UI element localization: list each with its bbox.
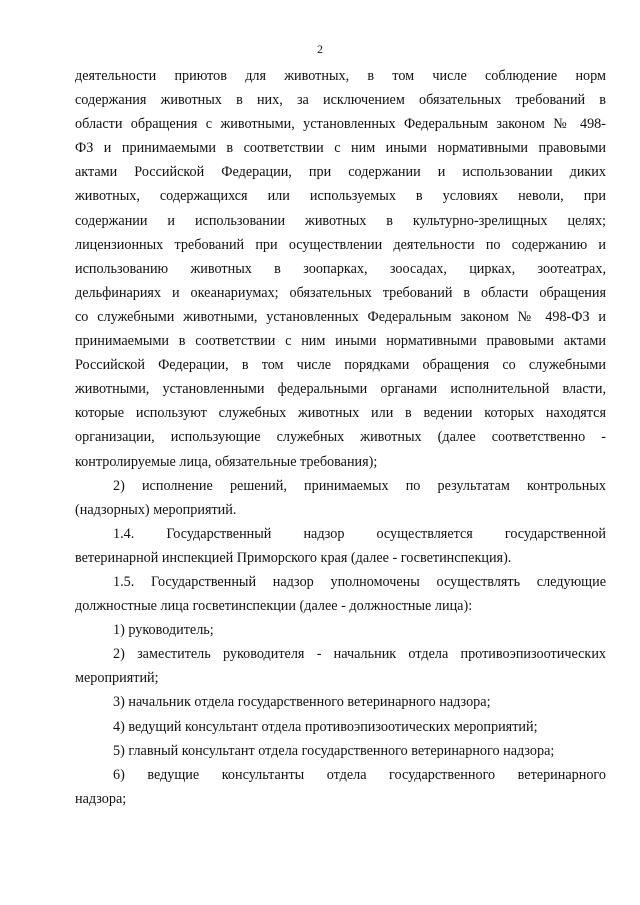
paragraph-p8 [75, 715, 606, 739]
text-line: 5) главный консультант отдела государственного ветеринарного надзора; [113, 742, 555, 759]
text-line: области обращения с животными, установленных Федеральным законом № 498- [75, 116, 606, 133]
paragraph-p5 [75, 618, 606, 642]
paragraph-p2 [75, 474, 606, 522]
text-line: должностные лица госветинспекции (далее - должностные лица): [75, 598, 473, 615]
text-line: со служебными животными, установленных Федеральным законом № 498-ФЗ и [75, 308, 606, 325]
text-line: дельфинариях и океанариумах; обязательных требований в области обращения [75, 284, 606, 301]
text-line: 1) руководитель; [113, 622, 214, 639]
paragraph-p3 [75, 522, 606, 570]
text-line: принимаемыми в соответствии с ним иными нормативными правовыми актами [75, 333, 606, 350]
paragraph-p10 [75, 763, 606, 811]
text-line: ФЗ и принимаемыми в соответствии с ним иными нормативными правовыми [75, 140, 606, 157]
text-line: животными, установленными федеральными органами исполнительной власти, [75, 381, 606, 398]
text-line: 4) ведущий консультант отдела противоэпизоотических мероприятий; [113, 718, 538, 735]
paragraph-p6 [75, 642, 606, 690]
text-line: 1.5. Государственный надзор уполномочены осуществлять следующие [113, 573, 606, 590]
paragraph-p7 [75, 690, 606, 714]
page-number: 2 [317, 42, 323, 56]
text-line: содержания животных в них, за исключением обязательных требований в [75, 92, 606, 109]
text-line: 2) заместитель руководителя - начальник отдела противоэпизоотических [113, 646, 606, 663]
text-line: 6) ведущие консультанты отдела государственного ветеринарного [113, 766, 606, 783]
document-body [75, 64, 606, 811]
text-line: (надзорных) мероприятий. [75, 501, 237, 518]
text-line: 2) исполнение решений, принимаемых по результатам контрольных [113, 477, 606, 494]
text-line: организации, использующие служебных животных (далее соответственно - [75, 429, 606, 446]
paragraph-p1 [75, 64, 606, 474]
paragraph-p4 [75, 570, 606, 618]
paragraph-p9 [75, 739, 606, 763]
text-line: ветеринарной инспекцией Приморского края (далее - госветинспекция). [75, 549, 512, 566]
text-line: контролируемые лица, обязательные требования); [75, 453, 378, 470]
text-line: лицензионных требований при осуществлении деятельности по содержанию и [75, 236, 606, 253]
text-line: Российской Федерации, в том числе порядками обращения со служебными [75, 357, 606, 374]
text-line: которые используют служебных животных или в ведении которых находятся [75, 405, 606, 422]
text-line: животных, содержащихся или используемых в условиях неволи, при [75, 188, 606, 205]
text-line: использованию животных в зоопарках, зоосадах, цирках, зоотеатрах, [75, 260, 606, 277]
text-line: мероприятий; [75, 670, 159, 687]
text-line: надзора; [75, 790, 127, 807]
text-line: актами Российской Федерации, при содержании и использовании диких [75, 164, 606, 181]
text-line: 1.4. Государственный надзор осуществляется государственной [113, 525, 606, 542]
text-line: содержании и использовании животных в культурно-зрелищных целях; [75, 212, 606, 229]
text-line: 3) начальник отдела государственного ветеринарного надзора; [113, 694, 491, 711]
text-line: деятельности приютов для животных, в том числе соблюдение норм [75, 68, 606, 84]
